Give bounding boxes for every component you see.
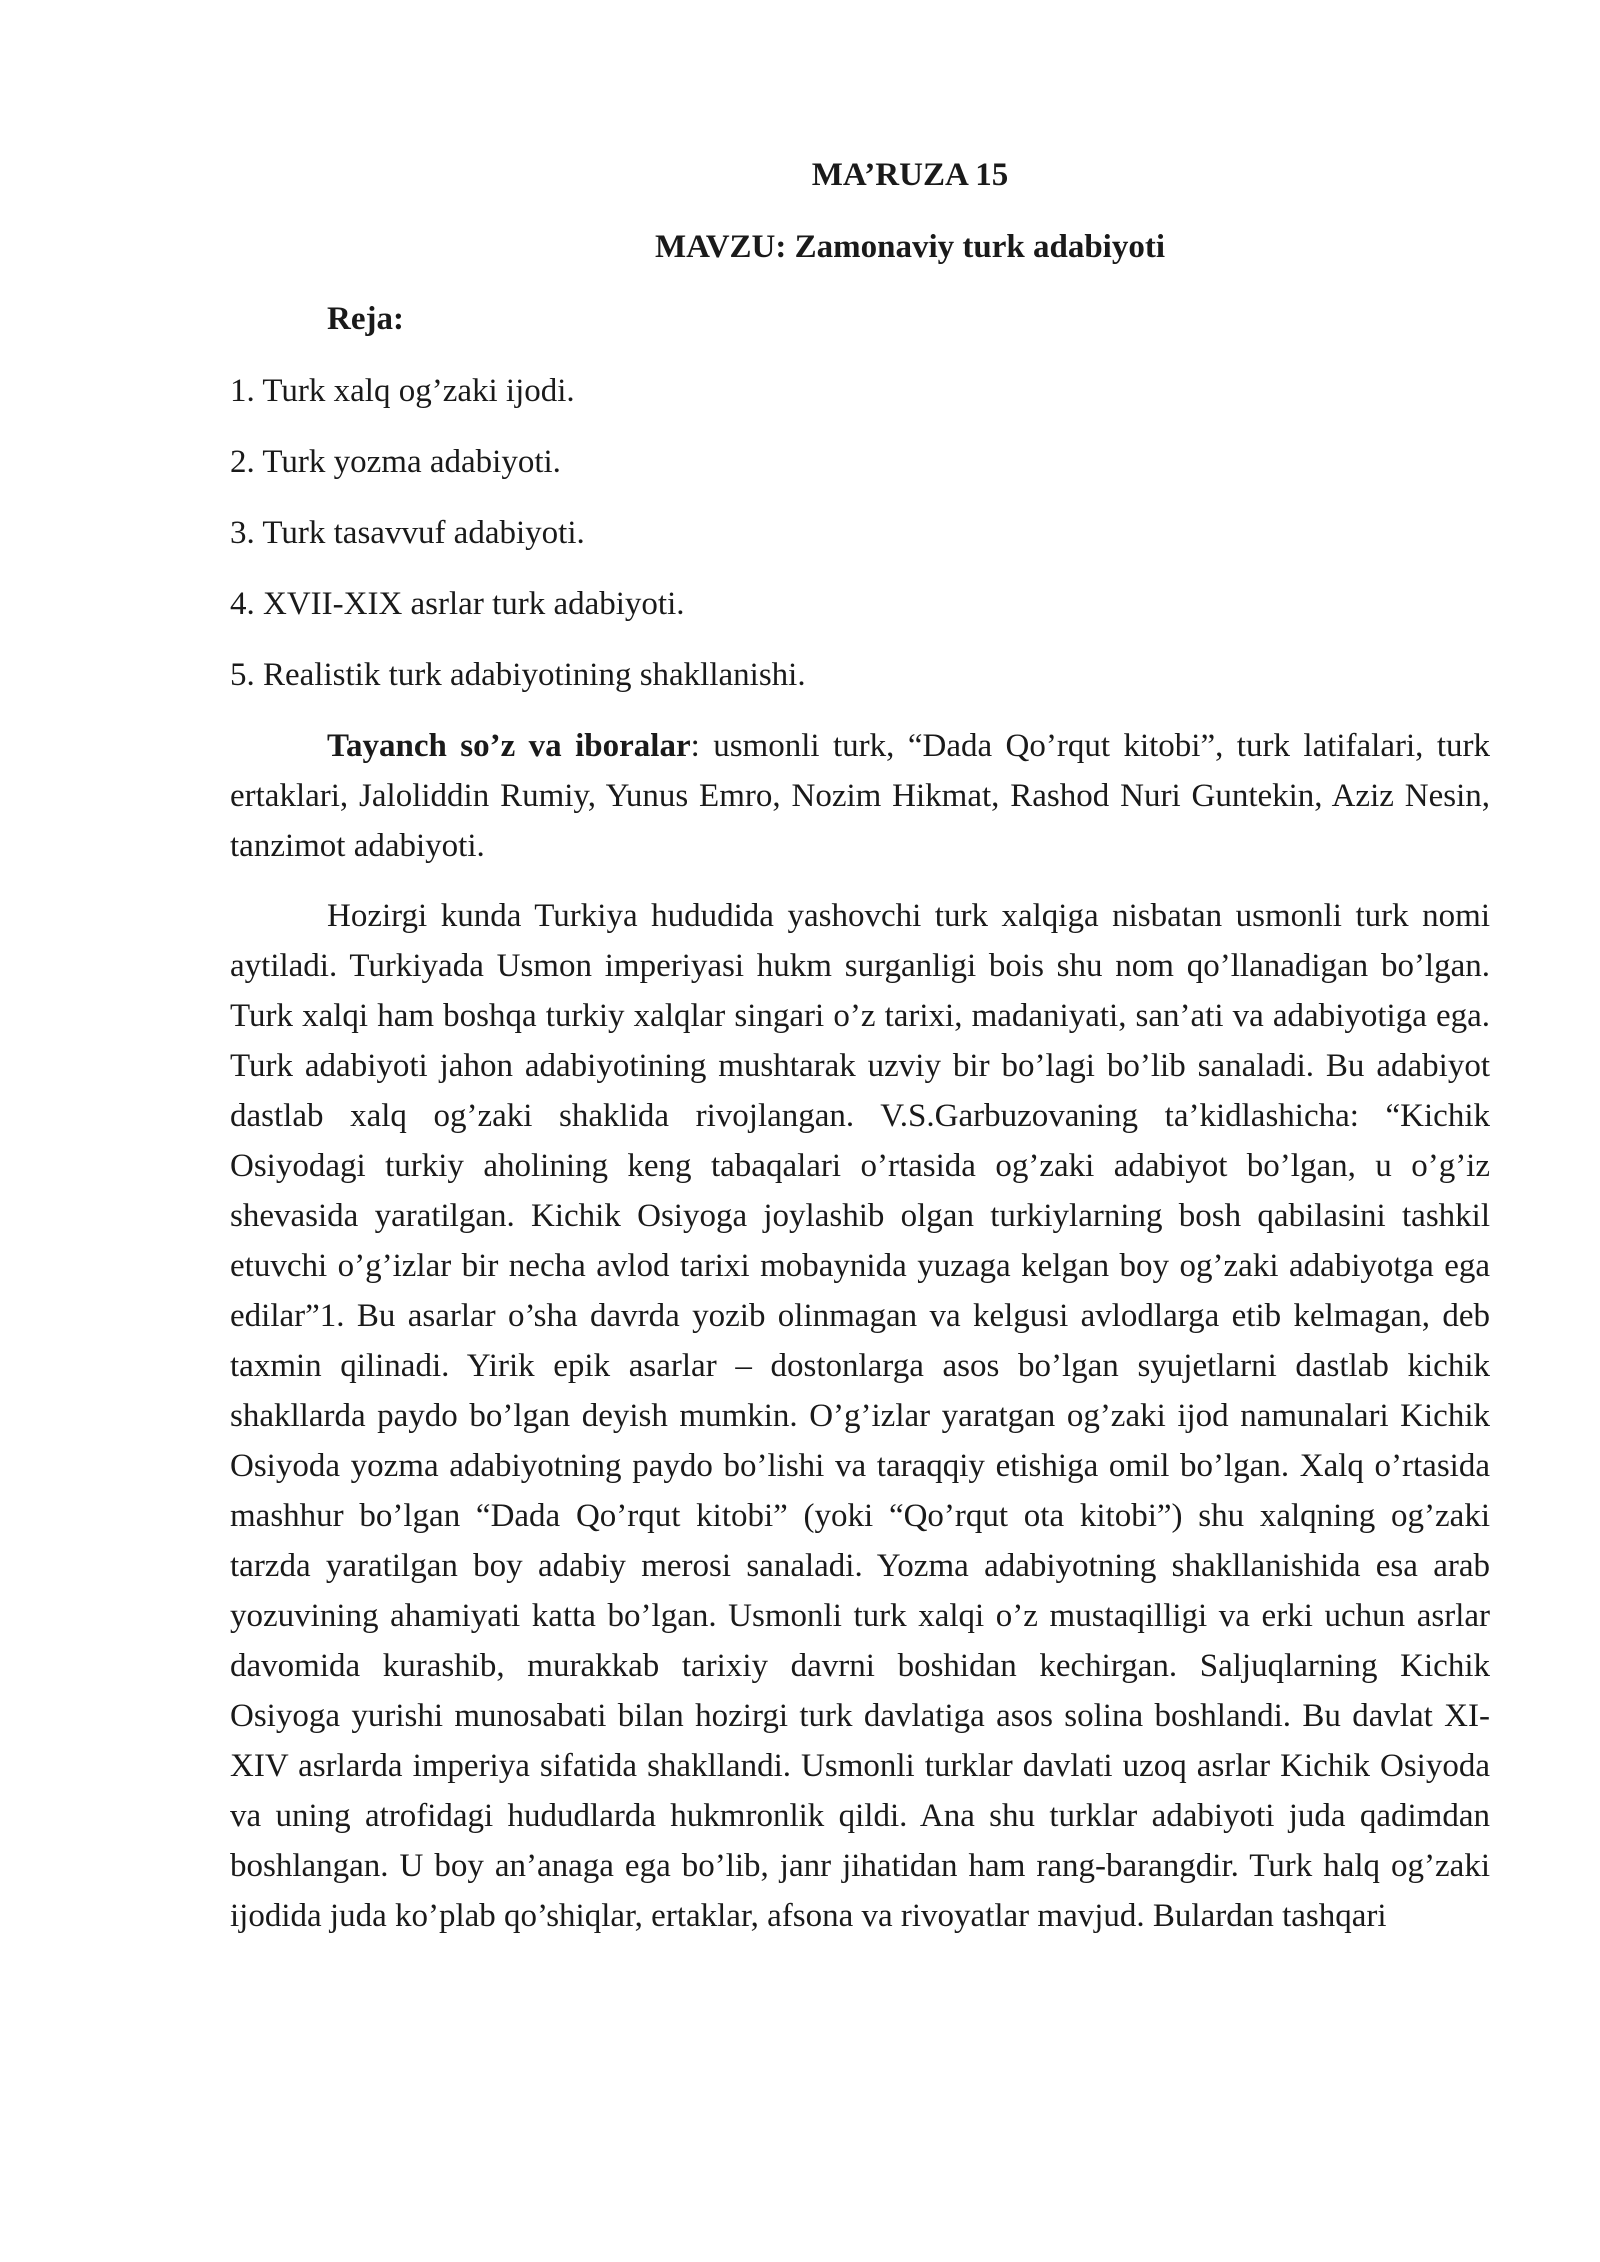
keywords-label: Tayanch so’z va iboralar xyxy=(327,728,691,764)
lecture-topic: MAVZU: Zamonaviy turk adabiyoti xyxy=(654,229,1166,265)
plan-item: 4. XVII-XIX asrlar turk adabiyoti. xyxy=(230,586,685,622)
body-paragraph: Hozirgi kunda Turkiya hududida yashovchi turk xalqiga nisbatan usmonli turk nomi aytiladi. Turkiyada Usmon imperiyasi hukm surganligi bois shu nom qo’llanadigan bo’lgan. Turk xalqi ham boshqa turkiy xalqlar singari o’z tarixi, madaniyati, san’ati va adabiyotiga ega. Turk adabiyoti jahon adabiyotining mushtarak uzviy bir bo’lagi bo’lib sanaladi. Bu adabiyot dastlab xalq og’zaki shaklida rivojlangan. V.S.Garbuzovaning ta’kidlashicha: “Kichik Osiyodagi turkiy aholining keng tabaqalari o’rtasida og’zaki adabiyot bo’lgan, u o’g’iz shevasida yaratilgan. Kichik Osiyoga joylashib olgan turkiylarning bosh qabilasini tashkil etuvchi o’g’izlar bir necha avlod tarixi mobaynida yuzaga kelgan boy og’zaki adabiyotga ega edilar”1. Bu asarlar o’sha davrda yozib olinmagan va kelgusi avlodlarga etib kelmagan, deb taxmin qilinadi. Yirik epik asarlar – dostonlarga asos bo’lgan syujetlarni dastlab kichik shakllarda paydo bo’lgan deyish mumkin. O’g’izlar yaratgan og’zaki ijod namunalari Kichik Osiyoda yozma adabiyotning paydo bo’lishi va taraqqiy etishiga omil bo’lgan. Xalq o’rtasida mashhur bo’lgan “Dada Qo’rqut kitobi” (yoki “Qo’rqut ota kitobi”) shu xalqning og’zaki tarzda yaratilgan boy adabiy merosi sanaladi. Yozma adabiyotning shakllanishida esa arab yozuvining ahamiyati katta bo’lgan. Usmonli turk xalqi o’z mustaqilligi va erki uchun asrlar davomida kurashib, murakkab tarixiy davrni boshidan kechirgan. Saljuqlarning Kichik Osiyoga yurishi munosabati bilan hozirgi turk davlatiga asos solina boshlandi. Bu davlat XI-XIV asrlarda imperiya sifatida shakllandi. Usmonli turklar davlati uzoq asrlar Kichik Osiyoda va uning atrofidagi hududlarda hukmronlik qildi. Ana shu turklar adabiyoti juda qadimdan boshlangan. U boy an’anaga ega bo’lib, janr jihatidan ham rang-barangdir. Turk halq og’zaki ijodida juda ko’plab qo’shiqlar, ertaklar, afsona va rivoyatlar mavjud. Bulardan tashqari xyxy=(230,898,1490,1934)
document-page xyxy=(230,150,1490,1941)
lecture-number: MA’RUZA 15 xyxy=(811,157,1009,193)
plan-item: 2. Turk yozma adabiyoti. xyxy=(230,444,561,480)
plan-heading: Reja: xyxy=(327,301,404,337)
plan-list xyxy=(230,366,1490,700)
keywords-paragraph xyxy=(230,721,1490,871)
plan-item: 3. Turk tasavvuf adabiyoti. xyxy=(230,515,585,551)
plan-item: 1. Turk xalq og’zaki ijodi. xyxy=(230,373,575,409)
keywords-text: : usmonli turk, “Dada Qo’rqut kitobi”, turk latifalari, turk ertaklari, Jaloliddin Rumiy, Yunus Emro, Nozim Hikmat, Rashod Nuri Guntekin, Aziz Nesin, tanzimot adabiyoti. xyxy=(230,728,1491,864)
plan-item: 5. Realistik turk adabiyotining shakllanishi. xyxy=(230,657,806,693)
